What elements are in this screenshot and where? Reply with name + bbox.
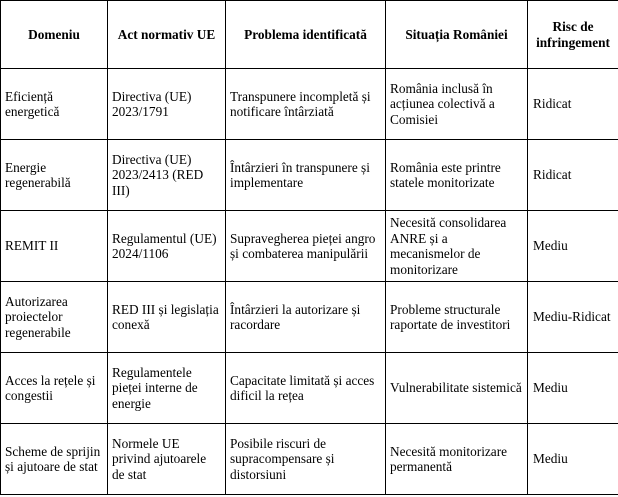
cell-domeniu: Scheme de sprijin și ajutoare de stat <box>1 424 108 495</box>
cell-domeniu: Acces la rețele și congestii <box>1 353 108 424</box>
header-risc: Risc de infringement <box>528 1 618 69</box>
cell-risc: Ridicat <box>528 69 618 140</box>
cell-risc: Mediu <box>528 353 618 424</box>
cell-problema: Capacitate limitată și acces dificil la rețea <box>226 353 386 424</box>
cell-situatia: Probleme structurale raportate de investitori <box>386 282 528 353</box>
table-row <box>1 140 618 211</box>
cell-problema: Supravegherea pieței angro și combaterea manipulării <box>226 211 386 282</box>
cell-situatia: Vulnerabilitate sistemică <box>386 353 528 424</box>
cell-domeniu: Eficiență energetică <box>1 69 108 140</box>
header-act-normativ: Act normativ UE <box>108 1 226 69</box>
cell-risc: Mediu <box>528 424 618 495</box>
cell-situatia: România este printre statele monitorizate <box>386 140 528 211</box>
cell-problema: Întârzieri în transpunere și implementare <box>226 140 386 211</box>
cell-risc: Ridicat <box>528 140 618 211</box>
cell-situatia: România inclusă în acțiunea colectivă a Comisiei <box>386 69 528 140</box>
cell-domeniu: Energie regenerabilă <box>1 140 108 211</box>
table-row <box>1 69 618 140</box>
cell-act-normativ: Directiva (UE) 2023/1791 <box>108 69 226 140</box>
cell-act-normativ: Directiva (UE) 2023/2413 (RED III) <box>108 140 226 211</box>
table-header-row <box>1 1 618 69</box>
cell-act-normativ: RED III și legislația conexă <box>108 282 226 353</box>
table-row <box>1 424 618 495</box>
header-situatia: Situația României <box>386 1 528 69</box>
header-problema: Problema identificată <box>226 1 386 69</box>
cell-problema: Posibile riscuri de supracompensare și distorsiuni <box>226 424 386 495</box>
cell-risc: Mediu-Ridicat <box>528 282 618 353</box>
cell-situatia: Necesită consolidarea ANRE și a mecanismelor de monitorizare <box>386 211 528 282</box>
cell-act-normativ: Regulamentul (UE) 2024/1106 <box>108 211 226 282</box>
table-row <box>1 353 618 424</box>
cell-act-normativ: Normele UE privind ajutoarele de stat <box>108 424 226 495</box>
table-row <box>1 282 618 353</box>
cell-risc: Mediu <box>528 211 618 282</box>
cell-problema: Întârzieri la autorizare și racordare <box>226 282 386 353</box>
header-domeniu: Domeniu <box>1 1 108 69</box>
cell-domeniu: REMIT II <box>1 211 108 282</box>
cell-situatia: Necesită monitorizare permanentă <box>386 424 528 495</box>
cell-problema: Transpunere incompletă și notificare întârziată <box>226 69 386 140</box>
table-row <box>1 211 618 282</box>
cell-domeniu: Autorizarea proiectelor regenerabile <box>1 282 108 353</box>
cell-act-normativ: Regulamentele pieței interne de energie <box>108 353 226 424</box>
